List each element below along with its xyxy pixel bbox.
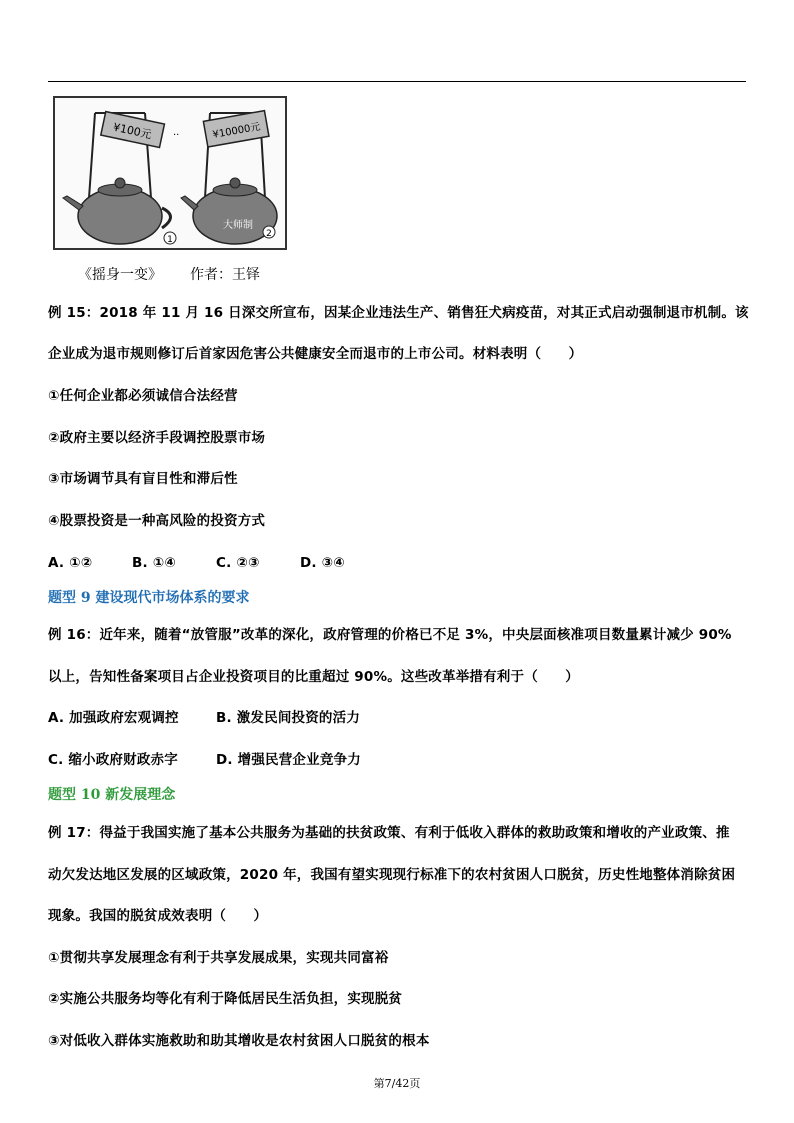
q15-option-b: B. ①④ xyxy=(132,555,176,571)
q15-option-d: D. ③④ xyxy=(300,555,345,571)
q16-options-row-1 xyxy=(48,709,360,727)
pot-inscription: 大师制 xyxy=(223,220,253,231)
caption-title: 《摇身一变》 xyxy=(78,267,162,283)
teapot-2 xyxy=(181,111,277,244)
q16-option-b: B. 激发民间投资的活力 xyxy=(216,710,361,726)
price-sign-1: ¥100元 xyxy=(111,120,153,142)
q15-item-4: ④股票投资是一种高风险的投资方式 xyxy=(48,513,266,529)
figure-caption xyxy=(78,264,260,284)
section-heading-9: 题型 9 建设现代市场体系的要求 xyxy=(48,590,250,606)
page-number: 第7/42页 xyxy=(373,1077,421,1090)
q15-options xyxy=(48,554,345,572)
q15-stem-line-2: 企业成为退市规则修订后首家因危害公共健康安全而退市的上市公司。材料表明（ ） xyxy=(48,346,583,362)
teapot-cartoon xyxy=(55,98,285,248)
q17-stem-line-2: 动欠发达地区发展的区域政策，2020 年，我国有望实现现行标准下的农村贫困人口脱贫，历史性地整体消除贫困 xyxy=(48,867,736,883)
cartoon-figure xyxy=(53,96,287,250)
q17-item-2: ②实施公共服务均等化有利于降低居民生活负担，实现脱贫 xyxy=(48,991,403,1007)
q16-option-a: A. 加强政府宏观调控 xyxy=(48,710,179,726)
teapot-1 xyxy=(63,112,176,245)
q17-stem-line-3: 现象。我国的脱贫成效表明（ ） xyxy=(48,908,268,924)
svg-text:··: ·· xyxy=(173,130,180,141)
q16-stem-line-2: 以上，告知性备案项目占企业投资项目的比重超过 90%。这些改革举措有利于（ ） xyxy=(48,669,580,685)
q16-option-c: C. 缩小政府财政赤字 xyxy=(48,752,178,768)
q15-item-3: ③市场调节具有盲目性和滞后性 xyxy=(48,471,238,487)
q17-item-1: ①贯彻共享发展理念有利于共享发展成果，实现共同富裕 xyxy=(48,950,389,966)
q16-stem-line-1: 例 16：近年来，随着“放管服”改革的深化，政府管理的价格已不足 3%，中央层面核准项目数量累计减少 90% xyxy=(48,627,732,643)
marker-2: 2 xyxy=(266,229,272,239)
caption-author: 作者：王铎 xyxy=(190,267,260,283)
q15-item-2: ②政府主要以经济手段调控股票市场 xyxy=(48,430,266,446)
q17-stem-line-1: 例 17：得益于我国实施了基本公共服务为基础的扶贫政策、有利于低收入群体的救助政策和增收的产业政策、推 xyxy=(48,825,730,841)
q15-option-a: A. ①② xyxy=(48,555,93,571)
q16-options-row-2 xyxy=(48,751,361,769)
q15-option-c: C. ②③ xyxy=(216,555,260,571)
q15-item-1: ①任何企业都必须诚信合法经营 xyxy=(48,388,238,404)
q17-item-3: ③对低收入群体实施救助和助其增收是农村贫困人口脱贫的根本 xyxy=(48,1033,430,1049)
header-rule xyxy=(48,81,746,82)
q16-option-d: D. 增强民营企业竞争力 xyxy=(216,752,361,768)
marker-1: 1 xyxy=(167,235,173,245)
price-sign-2: ¥10000元 xyxy=(211,121,262,141)
section-heading-10: 题型 10 新发展理念 xyxy=(48,787,176,803)
q15-stem-line-1: 例 15：2018 年 11 月 16 日深交所宣布，因某企业违法生产、销售狂犬病疫苗，对其正式启动强制退市机制。该 xyxy=(48,305,749,321)
